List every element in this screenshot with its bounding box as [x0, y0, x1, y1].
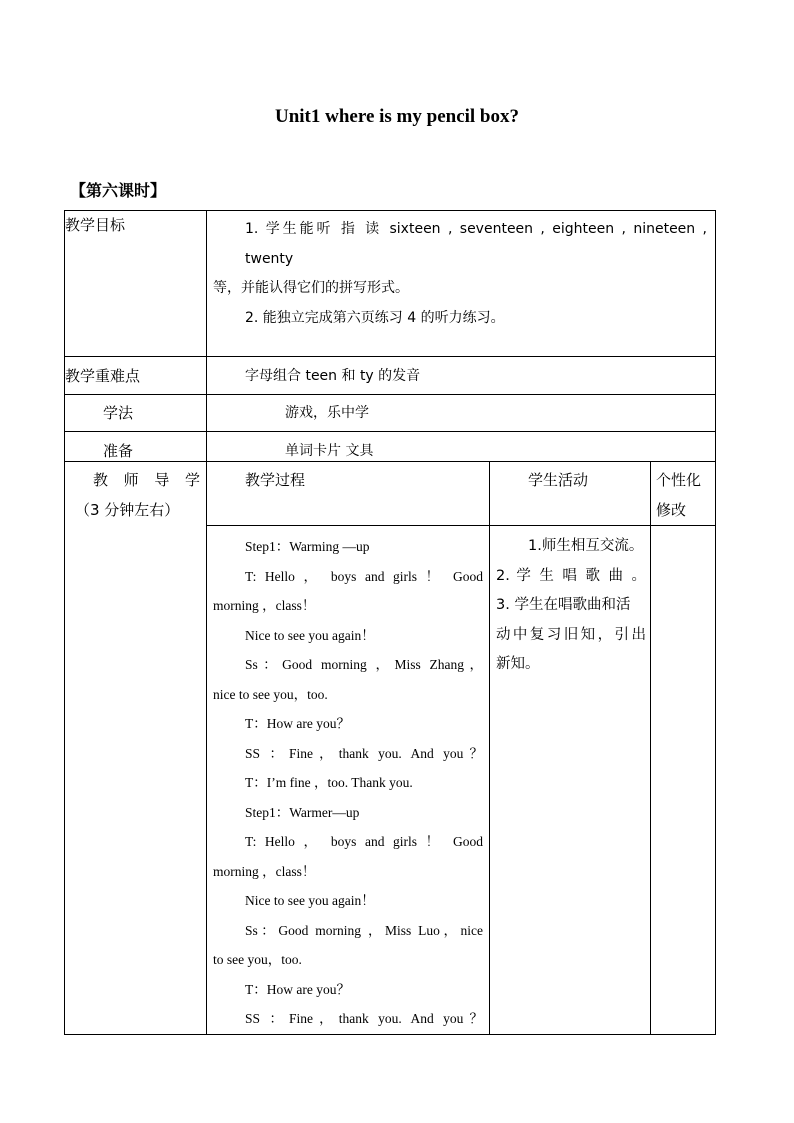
guide-header-row: [65, 462, 716, 526]
activity-line: 3. 学生在唱歌曲和活: [496, 597, 631, 613]
personal-content-cell: [651, 526, 716, 1035]
process-content-cell: [207, 526, 490, 1035]
process-header: 教学过程: [245, 471, 306, 489]
key-points-label-cell: [65, 357, 207, 395]
objective-line-2: 等，并能认得它们的拼写形式。: [213, 280, 409, 296]
key-points-label: 教学重难点: [65, 367, 141, 385]
activity-header: 学生活动: [528, 471, 589, 489]
prep-value: 单词卡片 文具: [285, 443, 374, 459]
key-points-content-cell: [207, 357, 716, 395]
personal-header-line-2: 修改: [656, 500, 687, 519]
objectives-content-cell: [207, 211, 716, 357]
lesson-label: 【第六课时】: [70, 181, 167, 200]
process-line: morning ，class！: [213, 598, 316, 613]
activity-line: 1.师生相互交流。: [528, 538, 644, 554]
process-line: T: Hello ， boys and girls ！ Good: [245, 834, 483, 849]
process-line: T：How are you？: [245, 981, 350, 997]
process-line: nice to see you，too.: [213, 686, 328, 702]
key-points-row: [65, 357, 716, 395]
guide-label-cell: [65, 462, 207, 1035]
process-line: Step1：Warmer—up: [245, 804, 360, 820]
prep-content-cell: [207, 432, 716, 462]
process-line: to see you，too.: [213, 952, 302, 967]
prep-label: 准备: [103, 442, 134, 460]
process-line: Ss：Good morning ，Miss Luo，nice: [245, 922, 483, 938]
method-row: [65, 395, 716, 432]
process-line: SS ：Fine，thank you. And you？: [245, 1011, 483, 1026]
method-value: 游戏，乐中学: [285, 405, 369, 421]
objectives-label: 教学目标: [65, 216, 126, 234]
process-lines: [213, 532, 483, 1034]
prep-label-cell: [65, 432, 207, 462]
lesson-plan-table: [64, 210, 716, 1035]
objective-line-3: 2. 能独立完成第六页练习 4 的听力练习。: [245, 309, 505, 326]
activity-line: 2. 学 生 唱 歌 曲 。: [496, 567, 646, 584]
personal-header-cell: [651, 462, 716, 526]
process-line: Ss：Good morning ，Miss Zhang，: [245, 657, 483, 672]
process-line: Step1：Warming —up: [245, 539, 370, 554]
method-label-cell: [65, 395, 207, 432]
activity-content-cell: [490, 526, 651, 1035]
guide-label-line-1: 教 师 导 学: [93, 471, 200, 489]
process-line: T: Hello ， boys and girls ！ Good: [245, 568, 483, 584]
document-title: Unit1 where is my pencil box?: [274, 106, 519, 127]
activity-lines: [496, 532, 646, 680]
activity-line: 动中复习旧知，引出: [496, 626, 646, 643]
method-content-cell: [207, 395, 716, 432]
process-line: Nice to see you again！: [245, 893, 375, 908]
key-points-value: 字母组合 teen 和 ty 的发音: [245, 368, 421, 384]
personal-header-line-1: 个性化: [656, 471, 702, 489]
process-line: SS ：Fine，thank you. And you？: [245, 745, 483, 761]
activity-header-cell: [490, 462, 651, 526]
activity-line: 新知。: [496, 656, 540, 672]
objective-line-1: 1. 学生能听 指 读 sixteen , seventeen , eighteen , nineteen , twenty: [245, 221, 707, 267]
process-line: T：I’m fine ，too. Thank you.: [245, 775, 413, 790]
process-header-cell: [207, 462, 490, 526]
process-line: Nice to see you again！: [245, 627, 375, 643]
prep-row: [65, 432, 716, 462]
guide-label-line-2: （3 分钟左右）: [75, 500, 180, 519]
process-line: T：How are you？: [245, 716, 350, 731]
objectives-row: [65, 211, 716, 357]
method-label: 学法: [103, 404, 134, 422]
objectives-label-cell: [65, 211, 207, 357]
process-line: morning ，class！: [213, 863, 316, 879]
